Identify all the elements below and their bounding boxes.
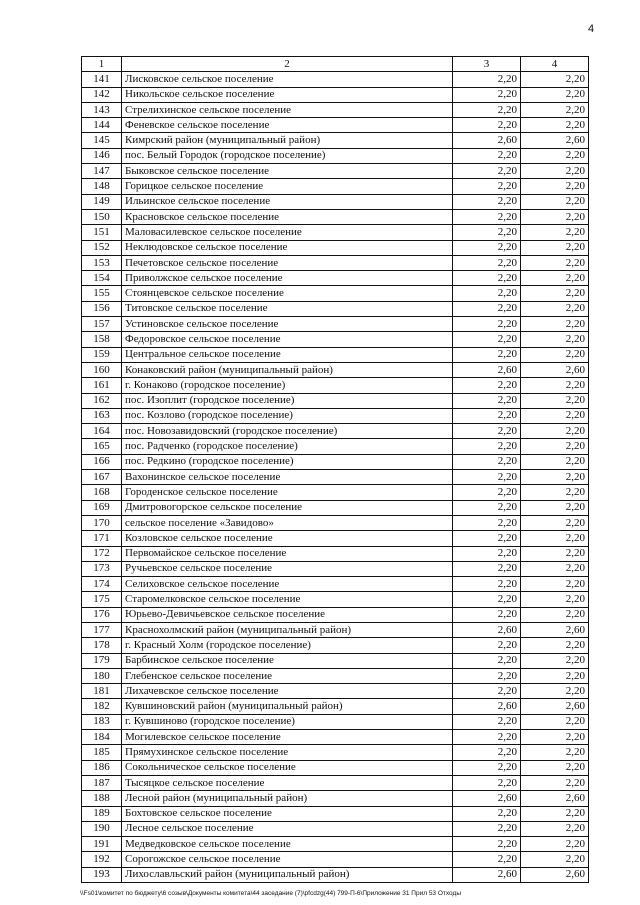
table-row (82, 454, 589, 469)
value-column-3-cell: 2,20 (453, 393, 521, 408)
municipality-name-cell: Печетовское сельское поселение (122, 255, 453, 270)
row-number-cell: 170 (82, 515, 122, 530)
table-row (82, 775, 589, 790)
table-row (82, 531, 589, 546)
table-row (82, 653, 589, 668)
value-column-4-cell: 2,20 (521, 164, 589, 179)
table-row (82, 255, 589, 270)
municipality-name-cell: пос. Белый Городок (городское поселение) (122, 148, 453, 163)
table-row (82, 622, 589, 637)
value-column-3-cell: 2,60 (453, 791, 521, 806)
table-row (82, 821, 589, 836)
row-number-cell: 146 (82, 148, 122, 163)
coefficients-table (81, 56, 589, 883)
value-column-4-cell: 2,20 (521, 271, 589, 286)
value-column-3-cell: 2,20 (453, 485, 521, 500)
value-column-3-cell: 2,20 (453, 118, 521, 133)
table-row (82, 760, 589, 775)
value-column-4-cell: 2,20 (521, 821, 589, 836)
table-row (82, 240, 589, 255)
column-header-1: 1 (82, 57, 122, 72)
table-row (82, 209, 589, 224)
value-column-4-cell: 2,20 (521, 515, 589, 530)
municipality-name-cell: Селиховское сельское поселение (122, 577, 453, 592)
table-row (82, 561, 589, 576)
table-row (82, 164, 589, 179)
value-column-3-cell: 2,20 (453, 546, 521, 561)
value-column-4-cell: 2,20 (521, 806, 589, 821)
table-row (82, 271, 589, 286)
value-column-4-cell: 2,20 (521, 332, 589, 347)
municipality-name-cell: Неклюдовское сельское поселение (122, 240, 453, 255)
row-number-cell: 189 (82, 806, 122, 821)
value-column-3-cell: 2,20 (453, 424, 521, 439)
table-row (82, 317, 589, 332)
municipality-name-cell: Кувшиновский район (муниципальный район) (122, 699, 453, 714)
row-number-cell: 153 (82, 255, 122, 270)
table-row (82, 806, 589, 821)
municipality-name-cell: Лесное сельское поселение (122, 821, 453, 836)
municipality-name-cell: Лисковское сельское поселение (122, 72, 453, 87)
value-column-4-cell: 2,20 (521, 760, 589, 775)
table-row (82, 546, 589, 561)
row-number-cell: 185 (82, 745, 122, 760)
municipality-name-cell: Конаковский район (муниципальный район) (122, 362, 453, 377)
table-row (82, 485, 589, 500)
value-column-3-cell: 2,20 (453, 179, 521, 194)
value-column-3-cell: 2,60 (453, 362, 521, 377)
row-number-cell: 172 (82, 546, 122, 561)
value-column-3-cell: 2,20 (453, 668, 521, 683)
value-column-4-cell: 2,60 (521, 622, 589, 637)
row-number-cell: 174 (82, 577, 122, 592)
municipality-name-cell: Сокольническое сельское поселение (122, 760, 453, 775)
row-number-cell: 150 (82, 209, 122, 224)
value-column-4-cell: 2,20 (521, 454, 589, 469)
municipality-name-cell: Красновское сельское поселение (122, 209, 453, 224)
value-column-3-cell: 2,20 (453, 653, 521, 668)
row-number-cell: 159 (82, 347, 122, 362)
row-number-cell: 164 (82, 424, 122, 439)
column-header-3: 3 (453, 57, 521, 72)
table-row (82, 408, 589, 423)
municipality-name-cell: Приволжское сельское поселение (122, 271, 453, 286)
value-column-3-cell: 2,20 (453, 347, 521, 362)
municipality-name-cell: г. Конаково (городское поселение) (122, 378, 453, 393)
municipality-name-cell: Бохтовское сельское поселение (122, 806, 453, 821)
municipality-name-cell: Ручьевское сельское поселение (122, 561, 453, 576)
value-column-3-cell: 2,20 (453, 332, 521, 347)
municipality-name-cell: сельское поселение «Завидово» (122, 515, 453, 530)
table-row (82, 301, 589, 316)
value-column-4-cell: 2,20 (521, 393, 589, 408)
value-column-3-cell: 2,20 (453, 240, 521, 255)
table-row (82, 72, 589, 87)
row-number-cell: 177 (82, 622, 122, 637)
value-column-4-cell: 2,20 (521, 546, 589, 561)
value-column-3-cell: 2,60 (453, 867, 521, 882)
table-row (82, 638, 589, 653)
column-header-4: 4 (521, 57, 589, 72)
row-number-cell: 144 (82, 118, 122, 133)
table-row (82, 362, 589, 377)
municipality-name-cell: г. Красный Холм (городское поселение) (122, 638, 453, 653)
municipality-name-cell: Феневское сельское поселение (122, 118, 453, 133)
value-column-3-cell: 2,20 (453, 225, 521, 240)
table-row (82, 837, 589, 852)
row-number-cell: 145 (82, 133, 122, 148)
value-column-4-cell: 2,20 (521, 837, 589, 852)
value-column-3-cell: 2,20 (453, 806, 521, 821)
table-row (82, 668, 589, 683)
value-column-3-cell: 2,20 (453, 515, 521, 530)
row-number-cell: 155 (82, 286, 122, 301)
value-column-4-cell: 2,20 (521, 668, 589, 683)
value-column-4-cell: 2,20 (521, 424, 589, 439)
municipality-name-cell: Федоровское сельское поселение (122, 332, 453, 347)
table-row (82, 852, 589, 867)
table-row (82, 439, 589, 454)
municipality-name-cell: Глебенское сельское поселение (122, 668, 453, 683)
table-row (82, 179, 589, 194)
row-number-cell: 161 (82, 378, 122, 393)
value-column-3-cell: 2,20 (453, 760, 521, 775)
value-column-3-cell: 2,20 (453, 607, 521, 622)
table-row (82, 699, 589, 714)
row-number-cell: 143 (82, 102, 122, 117)
row-number-cell: 160 (82, 362, 122, 377)
row-number-cell: 147 (82, 164, 122, 179)
municipality-name-cell: Стрелихинское сельское поселение (122, 102, 453, 117)
value-column-3-cell: 2,20 (453, 408, 521, 423)
row-number-cell: 148 (82, 179, 122, 194)
value-column-3-cell: 2,20 (453, 714, 521, 729)
value-column-3-cell: 2,20 (453, 317, 521, 332)
row-number-cell: 152 (82, 240, 122, 255)
municipality-name-cell: пос. Изоплит (городское поселение) (122, 393, 453, 408)
municipality-name-cell: пос. Редкино (городское поселение) (122, 454, 453, 469)
row-number-cell: 190 (82, 821, 122, 836)
value-column-4-cell: 2,60 (521, 362, 589, 377)
row-number-cell: 193 (82, 867, 122, 882)
municipality-name-cell: Никольское сельское поселение (122, 87, 453, 102)
value-column-4-cell: 2,20 (521, 72, 589, 87)
value-column-3-cell: 2,20 (453, 531, 521, 546)
table-body (82, 72, 589, 883)
row-number-cell: 158 (82, 332, 122, 347)
value-column-3-cell: 2,20 (453, 454, 521, 469)
value-column-3-cell: 2,20 (453, 102, 521, 117)
value-column-4-cell: 2,20 (521, 408, 589, 423)
value-column-3-cell: 2,20 (453, 87, 521, 102)
value-column-3-cell: 2,20 (453, 194, 521, 209)
value-column-4-cell: 2,20 (521, 607, 589, 622)
row-number-cell: 184 (82, 730, 122, 745)
municipality-name-cell: Медведковское сельское поселение (122, 837, 453, 852)
table-row (82, 194, 589, 209)
table-row (82, 378, 589, 393)
municipality-name-cell: Центральное сельское поселение (122, 347, 453, 362)
municipality-name-cell: Кимрский район (муниципальный район) (122, 133, 453, 148)
value-column-4-cell: 2,20 (521, 148, 589, 163)
table-row (82, 867, 589, 882)
value-column-4-cell: 2,20 (521, 638, 589, 653)
table-row (82, 592, 589, 607)
municipality-name-cell: Дмитровогорское сельское поселение (122, 500, 453, 515)
municipality-name-cell: г. Кувшиново (городское поселение) (122, 714, 453, 729)
value-column-4-cell: 2,20 (521, 714, 589, 729)
value-column-3-cell: 2,20 (453, 148, 521, 163)
table-row (82, 118, 589, 133)
table-row (82, 730, 589, 745)
municipality-name-cell: Горицкое сельское поселение (122, 179, 453, 194)
municipality-name-cell: Сорогожское сельское поселение (122, 852, 453, 867)
value-column-4-cell: 2,60 (521, 133, 589, 148)
value-column-3-cell: 2,20 (453, 209, 521, 224)
municipality-name-cell: Могилевское сельское поселение (122, 730, 453, 745)
page-number: 4 (588, 23, 595, 35)
municipality-name-cell: Тысяцкое сельское поселение (122, 775, 453, 790)
table-row (82, 424, 589, 439)
municipality-name-cell: Быковское сельское поселение (122, 164, 453, 179)
row-number-cell: 149 (82, 194, 122, 209)
municipality-name-cell: Барбинское сельское поселение (122, 653, 453, 668)
table-row (82, 470, 589, 485)
table-row (82, 148, 589, 163)
value-column-4-cell: 2,20 (521, 286, 589, 301)
value-column-4-cell: 2,20 (521, 485, 589, 500)
row-number-cell: 180 (82, 668, 122, 683)
value-column-4-cell: 2,20 (521, 225, 589, 240)
value-column-4-cell: 2,20 (521, 301, 589, 316)
table-row (82, 577, 589, 592)
row-number-cell: 151 (82, 225, 122, 240)
table-row (82, 133, 589, 148)
value-column-3-cell: 2,60 (453, 622, 521, 637)
municipality-name-cell: Титовское сельское поселение (122, 301, 453, 316)
row-number-cell: 165 (82, 439, 122, 454)
municipality-name-cell: Старомелковское сельское поселение (122, 592, 453, 607)
value-column-4-cell: 2,20 (521, 775, 589, 790)
value-column-3-cell: 2,60 (453, 133, 521, 148)
row-number-cell: 181 (82, 684, 122, 699)
value-column-4-cell: 2,20 (521, 500, 589, 515)
municipality-name-cell: Городенское сельское поселение (122, 485, 453, 500)
column-header-2: 2 (122, 57, 453, 72)
value-column-3-cell: 2,20 (453, 500, 521, 515)
row-number-cell: 183 (82, 714, 122, 729)
municipality-name-cell: Краснохолмский район (муниципальный район) (122, 622, 453, 637)
row-number-cell: 188 (82, 791, 122, 806)
value-column-3-cell: 2,20 (453, 286, 521, 301)
table-row (82, 500, 589, 515)
table-row (82, 714, 589, 729)
municipality-name-cell: Первомайское сельское поселение (122, 546, 453, 561)
value-column-3-cell: 2,20 (453, 72, 521, 87)
value-column-4-cell: 2,20 (521, 194, 589, 209)
value-column-4-cell: 2,20 (521, 240, 589, 255)
row-number-cell: 166 (82, 454, 122, 469)
value-column-3-cell: 2,20 (453, 730, 521, 745)
value-column-4-cell: 2,20 (521, 255, 589, 270)
table-row (82, 102, 589, 117)
value-column-3-cell: 2,20 (453, 271, 521, 286)
municipality-name-cell: Маловасилевское сельское поселение (122, 225, 453, 240)
table-row (82, 607, 589, 622)
table-row (82, 515, 589, 530)
row-number-cell: 175 (82, 592, 122, 607)
municipality-name-cell: пос. Радченко (городское поселение) (122, 439, 453, 454)
table-row (82, 286, 589, 301)
value-column-3-cell: 2,20 (453, 378, 521, 393)
value-column-4-cell: 2,60 (521, 867, 589, 882)
municipality-name-cell: Лесной район (муниципальный район) (122, 791, 453, 806)
table-row (82, 347, 589, 362)
value-column-3-cell: 2,20 (453, 577, 521, 592)
value-column-4-cell: 2,20 (521, 378, 589, 393)
row-number-cell: 157 (82, 317, 122, 332)
row-number-cell: 154 (82, 271, 122, 286)
municipality-name-cell: Стоянцевское сельское поселение (122, 286, 453, 301)
value-column-4-cell: 2,20 (521, 87, 589, 102)
value-column-4-cell: 2,20 (521, 852, 589, 867)
value-column-3-cell: 2,20 (453, 745, 521, 760)
table-header-row (82, 57, 589, 72)
municipality-name-cell: Ильинское сельское поселение (122, 194, 453, 209)
value-column-4-cell: 2,20 (521, 592, 589, 607)
row-number-cell: 163 (82, 408, 122, 423)
value-column-4-cell: 2,20 (521, 745, 589, 760)
value-column-3-cell: 2,20 (453, 561, 521, 576)
value-column-3-cell: 2,20 (453, 255, 521, 270)
municipality-name-cell: пос. Козлово (городское поселение) (122, 408, 453, 423)
row-number-cell: 142 (82, 87, 122, 102)
value-column-4-cell: 2,60 (521, 699, 589, 714)
value-column-4-cell: 2,20 (521, 684, 589, 699)
value-column-3-cell: 2,20 (453, 837, 521, 852)
row-number-cell: 169 (82, 500, 122, 515)
value-column-3-cell: 2,20 (453, 684, 521, 699)
table-row (82, 684, 589, 699)
row-number-cell: 192 (82, 852, 122, 867)
municipality-name-cell: пос. Новозавидовский (городское поселение) (122, 424, 453, 439)
row-number-cell: 162 (82, 393, 122, 408)
table-row (82, 791, 589, 806)
value-column-3-cell: 2,20 (453, 638, 521, 653)
value-column-3-cell: 2,20 (453, 164, 521, 179)
footer-file-path: \\Fs01\комитет по бюджету\6 созыв\Документы комитета\44 заседание (7)\pfcdzg(44) 799-П-6\Приложение 31 Прил 53 Отходы (80, 890, 461, 897)
value-column-3-cell: 2,20 (453, 775, 521, 790)
municipality-name-cell: Лихачевское сельское поселение (122, 684, 453, 699)
value-column-3-cell: 2,20 (453, 821, 521, 836)
row-number-cell: 141 (82, 72, 122, 87)
municipality-name-cell: Вахонинское сельское поселение (122, 470, 453, 485)
value-column-4-cell: 2,20 (521, 561, 589, 576)
row-number-cell: 176 (82, 607, 122, 622)
row-number-cell: 178 (82, 638, 122, 653)
value-column-3-cell: 2,20 (453, 470, 521, 485)
value-column-4-cell: 2,20 (521, 439, 589, 454)
row-number-cell: 173 (82, 561, 122, 576)
value-column-4-cell: 2,20 (521, 179, 589, 194)
row-number-cell: 186 (82, 760, 122, 775)
row-number-cell: 187 (82, 775, 122, 790)
municipality-name-cell: Козловское сельское поселение (122, 531, 453, 546)
value-column-4-cell: 2,60 (521, 791, 589, 806)
table-row (82, 332, 589, 347)
row-number-cell: 191 (82, 837, 122, 852)
value-column-3-cell: 2,20 (453, 852, 521, 867)
value-column-4-cell: 2,20 (521, 317, 589, 332)
table-row (82, 393, 589, 408)
municipality-name-cell: Юрьево-Девичьевское сельское поселение (122, 607, 453, 622)
value-column-3-cell: 2,20 (453, 592, 521, 607)
row-number-cell: 167 (82, 470, 122, 485)
municipality-name-cell: Лихославльский район (муниципальный район) (122, 867, 453, 882)
value-column-4-cell: 2,20 (521, 577, 589, 592)
value-column-4-cell: 2,20 (521, 209, 589, 224)
row-number-cell: 168 (82, 485, 122, 500)
row-number-cell: 182 (82, 699, 122, 714)
value-column-4-cell: 2,20 (521, 730, 589, 745)
table-row (82, 87, 589, 102)
row-number-cell: 156 (82, 301, 122, 316)
value-column-3-cell: 2,20 (453, 301, 521, 316)
value-column-4-cell: 2,20 (521, 653, 589, 668)
value-column-4-cell: 2,20 (521, 118, 589, 133)
value-column-4-cell: 2,20 (521, 347, 589, 362)
table-row (82, 225, 589, 240)
table-row (82, 745, 589, 760)
value-column-4-cell: 2,20 (521, 470, 589, 485)
value-column-3-cell: 2,20 (453, 439, 521, 454)
municipality-name-cell: Устиновское сельское поселение (122, 317, 453, 332)
value-column-3-cell: 2,60 (453, 699, 521, 714)
value-column-4-cell: 2,20 (521, 102, 589, 117)
row-number-cell: 179 (82, 653, 122, 668)
row-number-cell: 171 (82, 531, 122, 546)
municipality-name-cell: Прямухинское сельское поселение (122, 745, 453, 760)
value-column-4-cell: 2,20 (521, 531, 589, 546)
